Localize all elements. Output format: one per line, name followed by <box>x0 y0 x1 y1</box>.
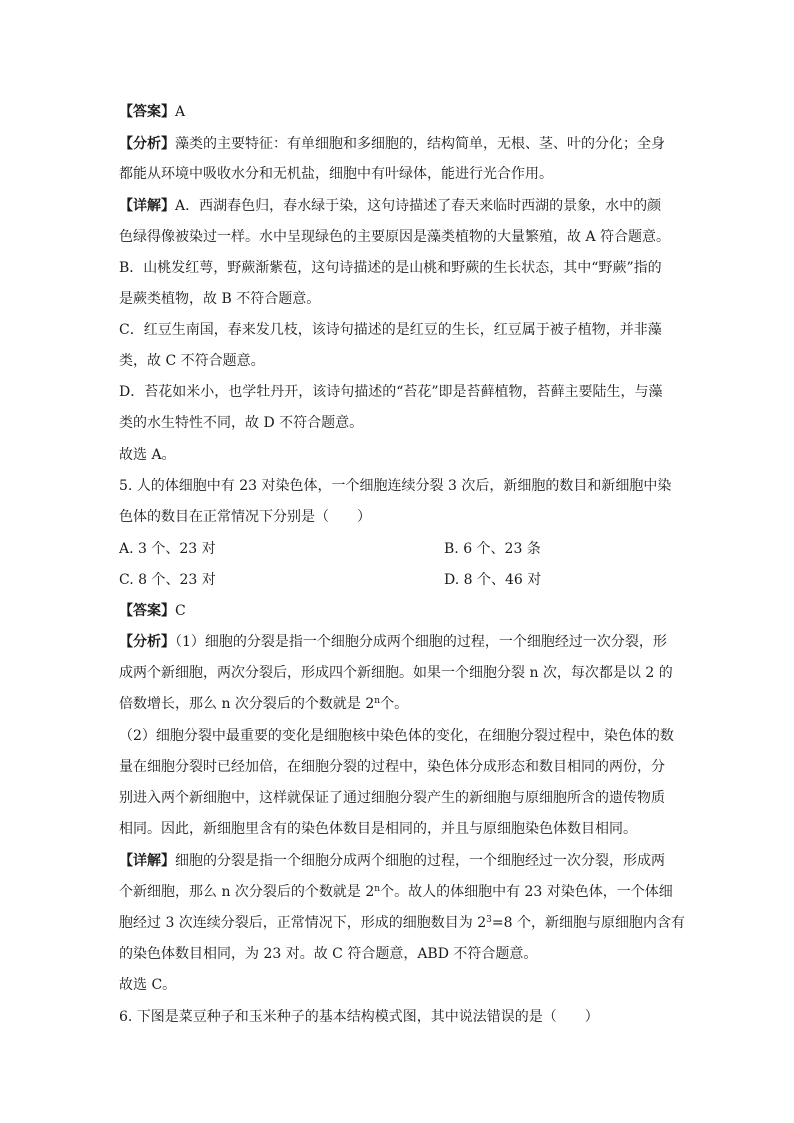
q5-answer <box>119 599 690 623</box>
q5-detail-line-2: 个新细胞，那么 n 次分裂后的个数就是 2$^n$个。故人的体细胞中有 23 对染色体，一个体细 <box>119 884 673 900</box>
q5-stem-line-1: 5. 人的体细胞中有 23 对染色体，一个细胞连续分裂 3 次后，新细胞的数目和新细胞中染 <box>119 478 672 494</box>
answer-value: A <box>175 104 186 120</box>
q5-option-c: C. 8 个、23 对 <box>119 572 216 588</box>
q4-detail-line-6: 类，故 C 不符合题意。 <box>119 353 265 369</box>
q4-detail-line-1: 【详解】A．西湖春色归，春水绿于染，这句诗描述了春天来临时西湖的景象，水中的颜 <box>119 198 662 214</box>
q5-detail-line-4: 的染色体数目相同，为 23 对。故 C 符合题意，ABD 不符合题意。 <box>119 946 538 962</box>
q4-detail-line-5: C．红豆生南国，春来发几枝，该诗句描述的是红豆的生长，红豆属于被子植物，并非藻 <box>119 322 662 338</box>
q5-analysis-line-3: 倍数增长，那么 n 次分裂后的个数就是 2$^n$个。 <box>119 696 409 712</box>
answer-value: C <box>175 603 186 619</box>
q6-stem-line-1: 6. 下图是菜豆种子和玉米种子的基本结构模式图，其中说法错误的是（ ） <box>119 1009 599 1025</box>
q5-analysis-line-7: 相同。因此，新细胞里含有的染色体数目是相同的，并且与原细胞染色体数目相同。 <box>119 821 637 837</box>
q5-conclusion: 故选 C。 <box>119 977 177 993</box>
q4-analysis-line-1: 【分析】藻类的主要特征：有单细胞和多细胞的，结构简单，无根、茎、叶的分化；全身 <box>119 136 665 152</box>
q5-detail-line-1: 【详解】细胞的分裂是指一个细胞分成两个细胞的过程，一个细胞经过一次分裂，形成两 <box>119 853 665 869</box>
detail-label: 【详解】 <box>119 198 175 214</box>
q5-analysis-line-6: 别进入两个新细胞中，这样就保证了通过细胞分裂产生的新细胞与原细胞所含的遗传物质 <box>119 790 665 806</box>
q5-option-b: B. 6 个、23 条 <box>444 541 541 557</box>
q5-analysis-line-1: 【分析】（1）细胞的分裂是指一个细胞分成两个细胞的过程，一个细胞经过一次分裂，形 <box>119 634 667 650</box>
q4-answer <box>119 100 690 124</box>
q4-analysis-line-2: 都能从环境中吸收水分和无机盐，细胞中有叶绿体，能进行光合作用。 <box>119 166 553 182</box>
q4-detail-line-4: 是蕨类植物，故 B 不符合题意。 <box>119 291 321 307</box>
answer-label: 【答案】 <box>119 104 175 120</box>
detail-label: 【详解】 <box>119 853 175 869</box>
q5-option-a: A. 3 个、23 对 <box>119 541 216 557</box>
q4-detail-line-7: D．苔花如米小，也学牡丹开，该诗句描述的“苔花”即是苔藓植物，苔藓主要陆生，与藻 <box>119 384 663 400</box>
q4-detail-line-2: 色绿得像被染过一样。水中呈现绿色的主要原因是藻类植物的大量繁殖，故 A 符合题意。 <box>119 229 671 245</box>
analysis-label: 【分析】 <box>119 634 175 650</box>
q5-stem-line-2: 色体的数目在正常情况下分别是（ ） <box>119 509 371 525</box>
q5-analysis-line-2: 成两个新细胞，两次分裂后，形成四个新细胞。如果一个细胞分裂 n 次，每次都是以 2 的 <box>119 665 673 681</box>
q4-detail-line-3: B．山桃发红萼，野蕨渐紫苞，这句诗描述的是山桃和野蕨的生长状态，其中“野蕨”指的 <box>119 260 662 276</box>
q5-detail-line-3: 胞经过 3 次连续分裂后，正常情况下，形成的细胞数目为 $2^3=8$ 个，新细胞与原细胞内含有 <box>119 915 685 931</box>
analysis-label: 【分析】 <box>119 136 175 152</box>
answer-label: 【答案】 <box>119 603 175 619</box>
q4-detail-line-8: 类的水生特性不同，故 D 不符合题意。 <box>119 415 364 431</box>
q4-conclusion: 故选 A。 <box>119 447 176 463</box>
q5-analysis-line-5: 量在细胞分裂时已经加倍，在细胞分裂的过程中，染色体分成形态和数目相同的两份，分 <box>119 759 665 775</box>
q5-analysis-line-4: （2）细胞分裂中最重要的变化是细胞核中染色体的变化，在细胞分裂过程中，染色体的数 <box>119 728 674 744</box>
q5-option-d: D. 8 个、46 对 <box>444 572 542 588</box>
